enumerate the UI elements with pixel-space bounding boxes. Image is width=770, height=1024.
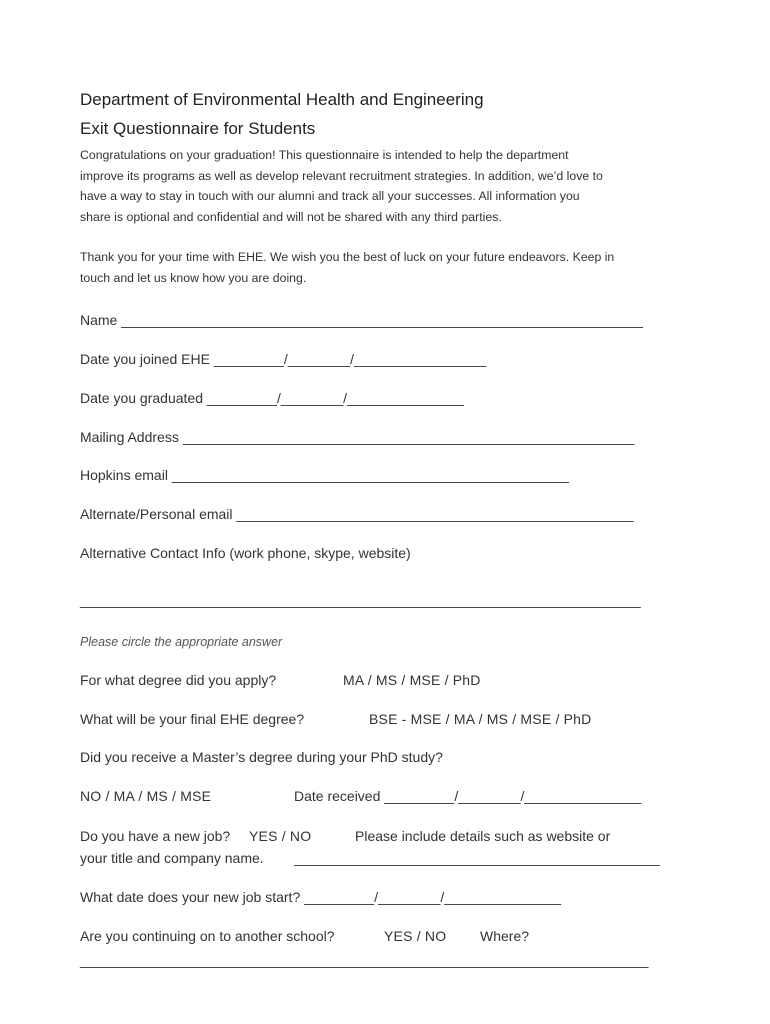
new-job-options[interactable]: YES / NO [249,828,312,844]
masters-options[interactable]: NO / MA / MS / MSE [80,788,212,804]
new-job-details-field[interactable]: _______________________________________________ [294,850,660,866]
school-label: Are you continuing on to another school? [80,928,335,944]
degree-applied-label: For what degree did you apply? [80,672,277,688]
school-options[interactable]: YES / NO [384,928,447,944]
circle-instruction: Please circle the appropriate answer [80,635,283,649]
mailing-address-field[interactable]: Mailing Address __________________________________________________________ [80,429,635,445]
thanks-line: Thank you for your time with EHE. We wish you the best of luck on your future endeavors. Keep in [80,250,615,264]
final-degree-options[interactable]: BSE - MSE / MA / MS / MSE / PhD [369,711,592,727]
alt-contact-label: Alternative Contact Info (work phone, skype, website) [80,545,411,561]
intro-line: improve its programs as well as develop relevant recruitment strategies. In addition, we’d love to [80,168,603,183]
alternate-email-field[interactable]: Alternate/Personal email ___________________________________________________ [80,506,634,522]
masters-label: Did you receive a Master’s degree during your PhD study? [80,749,443,765]
hopkins-email-field[interactable]: Hopkins email ___________________________________________________ [80,467,569,483]
school-where-field[interactable]: _________________________________________________________________________ [80,952,649,968]
date-joined-field[interactable]: Date you joined EHE _________/________/_________________ [80,351,487,367]
final-degree-label: What will be your final EHE degree? [80,711,305,727]
job-start-field[interactable]: What date does your new job start? _________/________/_______________ [80,889,562,905]
thanks-paragraph [80,247,614,288]
intro-line: Congratulations on your graduation! This questionnaire is intended to help the department [80,148,569,162]
new-job-details-label: Please include details such as website or [355,828,611,844]
document-title: Department of Environmental Health and Engineering [80,90,484,109]
intro-line: have a way to stay in touch with our alumni and track all your successes. All information you [80,189,580,203]
name-field[interactable]: Name ___________________________________________________________________ [80,312,643,328]
document-subtitle: Exit Questionnaire for Students [80,119,316,138]
degree-applied-options[interactable]: MA / MS / MSE / PhD [343,672,481,688]
intro-line: share is optional and confidential and will not be shared with any third parties. [80,209,502,224]
new-job-title-label: your title and company name. [80,850,264,866]
school-where-label: Where? [480,928,530,944]
thanks-line: touch and let us know how you are doing. [80,270,307,285]
alt-contact-field[interactable]: ________________________________________________________________________ [80,592,641,608]
date-graduated-field[interactable]: Date you graduated _________/________/_______________ [80,390,464,406]
date-received-field[interactable]: Date received _________/________/_______________ [294,788,642,804]
new-job-label: Do you have a new job? [80,828,231,844]
intro-paragraph [80,145,603,227]
